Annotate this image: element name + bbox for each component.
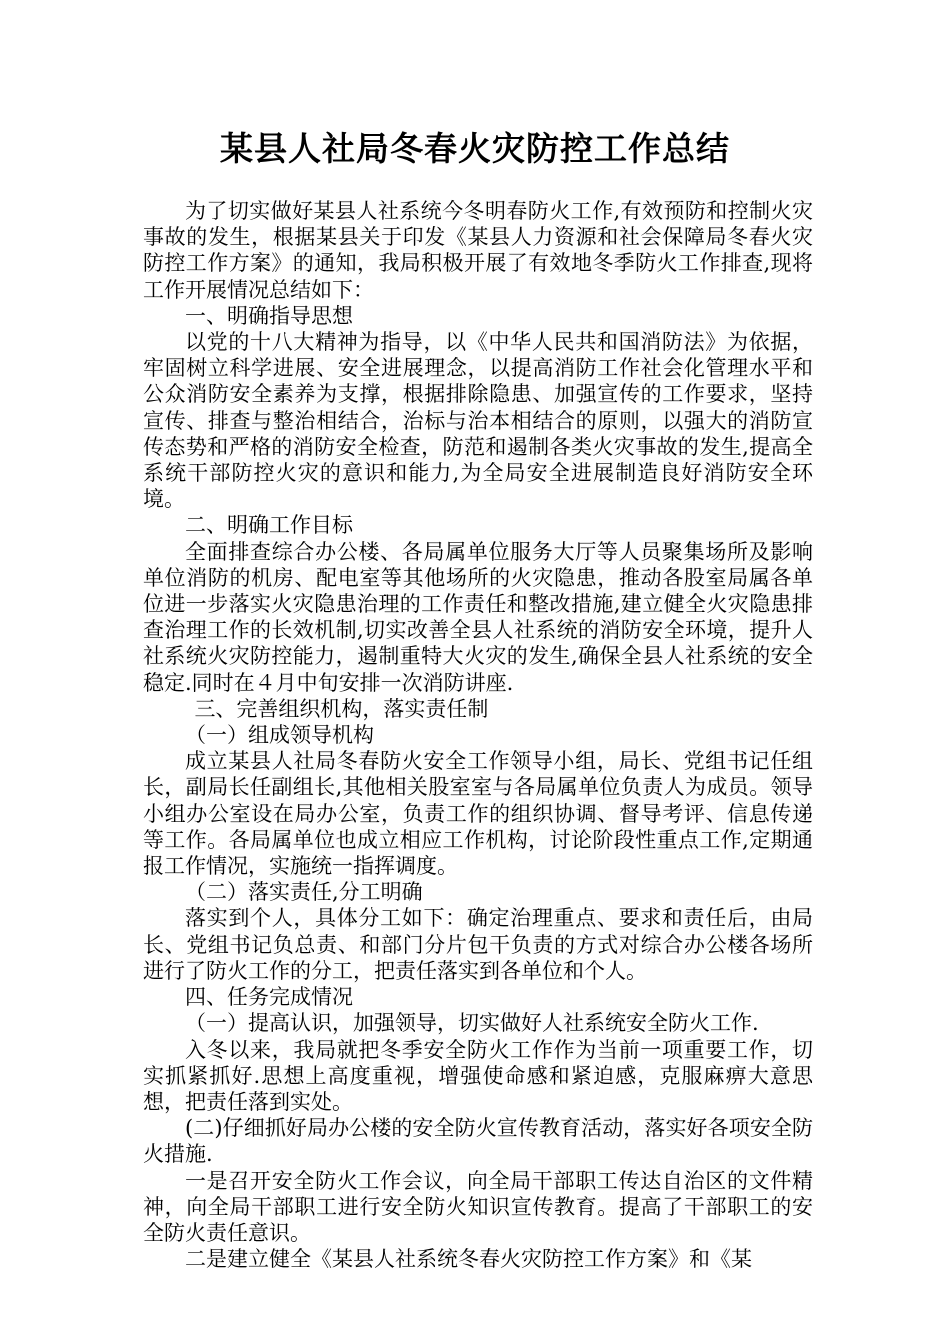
paragraph-guiding-ideology: 以党的十八大精神为指导，以《中华人民共和国消防法》为依据，牢固树立科学进展、安全进展理念，以提高消防工作社会化管理水平和公众消防安全素养为支撑，根据排除隐患、加强宣传的工作要求，坚持宣传、排查与整治相结合，治标与治本相结合的原则，以强大的消防宣传态势和严格的消防安全检查，防范和遏制各类火灾事故的发生,提高全系统干部防控火灾的意识和能力,为全局安全进展制造良好消防安全环境。: [143, 330, 813, 512]
heading-guiding-ideology: 一、明确指导思想: [185, 303, 353, 328]
heading-task-completion: 四、任务完成情况: [185, 985, 353, 1010]
paragraph-work-goals: 全面排查综合办公楼、各局属单位服务大厅等人员聚集场所及影响单位消防的机房、配电室等其他场所的火灾隐患，推动各股室局属各单位进一步落实火灾隐患治理的工作责任和整改措施,建立健全火灾隐患排查治理工作的长效机制,切实改善全县人社系统的消防安全环境，提升人社系统火灾防控能力，遏制重特大火灾的发生,确保全县人社系统的安全稳定.同时在４月中旬安排一次消防讲座.: [143, 539, 813, 695]
document-body: [143, 198, 813, 1272]
paragraph-meeting: 一是召开安全防火工作会议，向全局干部职工传达自治区的文件精神，向全局干部职工进行安全防火知识宣传教育。提高了干部职工的安全防火责任意识。: [143, 1168, 813, 1245]
heading-work-goals: 二、明确工作目标: [185, 513, 353, 538]
paragraph-awareness: 入冬以来，我局就把冬季安全防火工作作为当前一项重要工作，切实抓紧抓好.思想上高度重视，增强使命感和紧迫感，克服麻痹大意思想，把责任落到实处。: [143, 1037, 813, 1114]
paragraph-responsibility: 落实到个人，具体分工如下：确定治理重点、要求和责任后，由局长、党组书记负总责、和部门分片包干负责的方式对综合办公楼各场所进行了防火工作的分工，把责任落实到各单位和个人。: [143, 906, 813, 983]
subheading-responsibility: （二）落实责任,分工明确: [185, 880, 423, 905]
subheading-leadership: （一）组成领导机构: [185, 723, 374, 748]
subheading-awareness: （一）提高认识，加强领导，切实做好人社系统安全防火工作.: [185, 1011, 759, 1036]
paragraph-intro: 为了切实做好某县人社系统今冬明春防火工作,有效预防和控制火灾事故的发生，根据某县关于印发《某县人力资源和社会保障局冬春火灾防控工作方案》的通知，我局积极开展了有效地冬季防火工作排查,现将工作开展情况总结如下：: [143, 199, 813, 302]
heading-organization: 三、完善组织机构，落实责任制: [194, 696, 489, 721]
subheading-publicity: (二)仔细抓好局办公楼的安全防火宣传教育活动，落实好各项安全防火措施.: [143, 1116, 813, 1167]
document-title: 某县人社局冬春火灾防控工作总结: [220, 129, 730, 168]
paragraph-plan: 二是建立健全《某县人社系统冬春火灾防控工作方案》和《某: [185, 1247, 752, 1272]
paragraph-leadership: 成立某县人社局冬春防火安全工作领导小组，局长、党组书记任组长，副局长任副组长,其他相关股室室与各局属单位负责人为成员。领导小组办公室设在局办公室，负责工作的组织协调、督导考评、信息传递等工作。各局属单位也成立相应工作机构，讨论阶段性重点工作,定期通报工作情况，实施统一指挥调度。: [143, 749, 813, 879]
